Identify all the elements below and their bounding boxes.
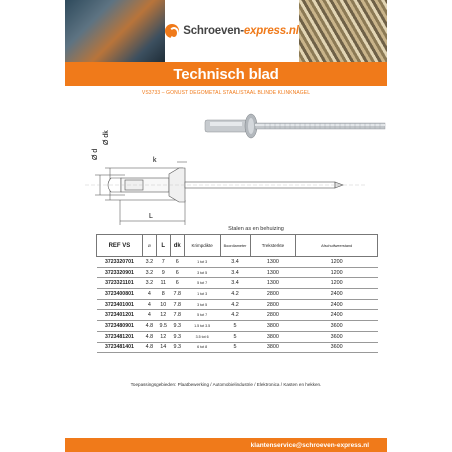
cell-grip: 3 tot 5 <box>184 267 220 278</box>
product-subtitle: VS3733 – GONUST DEGOMETAL STAAL/STAAL BLINDE KLINKNAGEL <box>141 90 311 96</box>
table-row <box>97 321 378 332</box>
applications-text: Toepassingsgebieden: Plaatbewerking / Automobielindustrie / Elektronica / Kasten en hekken. <box>130 382 322 387</box>
cell-l: 10 <box>156 299 170 310</box>
brand-name: Schroeven- <box>183 25 244 37</box>
cell-tensile: 2800 <box>250 299 296 310</box>
cell-shear: 2400 <box>296 310 378 321</box>
cell-shear: 3600 <box>296 321 378 332</box>
cell-l: 12 <box>156 310 170 321</box>
table-row <box>97 289 378 300</box>
cell-dk: 6 <box>170 278 184 289</box>
brand-logo-area <box>165 0 299 62</box>
screws-photo <box>299 0 387 62</box>
footer-email-link[interactable]: klantenservice@schroeven-express.nl <box>250 441 369 449</box>
cell-bore: 5 <box>220 321 250 332</box>
cell-l: 14 <box>156 342 170 353</box>
cell-d: 4.8 <box>142 331 156 342</box>
dim-label-l: L <box>149 213 153 220</box>
cell-bore: 5 <box>220 331 250 342</box>
cell-tensile: 3800 <box>250 331 296 342</box>
cell-d: 4 <box>142 299 156 310</box>
col-header-shear: Afschuifweerstand <box>296 235 378 257</box>
cell-l: 12 <box>156 331 170 342</box>
cell-dk: 9.3 <box>170 331 184 342</box>
cell-shear: 1200 <box>296 257 378 268</box>
cell-dk: 6 <box>170 257 184 268</box>
cell-dk: 6 <box>170 267 184 278</box>
dim-label-k: k <box>153 157 157 164</box>
cell-shear: 1200 <box>296 278 378 289</box>
cell-bore: 4.2 <box>220 310 250 321</box>
cell-d: 3.2 <box>142 278 156 289</box>
cell-bore: 4.2 <box>220 289 250 300</box>
cell-tensile: 1300 <box>250 278 296 289</box>
cell-tensile: 3800 <box>250 321 296 332</box>
brand-logo-icon <box>165 24 179 38</box>
cell-grip: 1.5 tot 3.5 <box>184 321 220 332</box>
col-header-tensile: Treksterkte <box>250 235 296 257</box>
brand-accent: express.nl <box>243 25 299 37</box>
header-banner <box>65 0 387 62</box>
cell-tensile: 2800 <box>250 289 296 300</box>
cell-d: 4.8 <box>142 342 156 353</box>
specs-table <box>96 234 378 353</box>
col-header-d: Ø <box>142 235 156 257</box>
table-row <box>97 267 378 278</box>
page-title: Technisch blad <box>173 65 279 83</box>
cell-tensile: 1300 <box>250 267 296 278</box>
table-row <box>97 278 378 289</box>
cell-bore: 3.4 <box>220 267 250 278</box>
rivet-technical-drawing <box>65 100 387 228</box>
cell-grip: 1 tot 3 <box>184 289 220 300</box>
cell-d: 3.2 <box>142 257 156 268</box>
cell-l: 8 <box>156 289 170 300</box>
cell-d: 4 <box>142 310 156 321</box>
rivet-render <box>205 114 385 138</box>
cell-tensile: 3800 <box>250 342 296 353</box>
cell-tensile: 1300 <box>250 257 296 268</box>
cell-dk: 7.8 <box>170 310 184 321</box>
cell-shear: 1200 <box>296 267 378 278</box>
cell-ref: 3723320901 <box>97 267 143 278</box>
col-header-ref: REF VS <box>97 235 143 257</box>
col-header-l: L <box>156 235 170 257</box>
cell-bore: 4.2 <box>220 299 250 310</box>
cell-d: 4 <box>142 289 156 300</box>
cell-ref: 3723320701 <box>97 257 143 268</box>
cell-grip: 3 tot 5 <box>184 299 220 310</box>
cell-ref: 3723480901 <box>97 321 143 332</box>
dim-label-d: Ø d <box>92 148 99 160</box>
cell-l: 9 <box>156 267 170 278</box>
cell-ref: 3723400801 <box>97 289 143 300</box>
cell-shear: 2400 <box>296 289 378 300</box>
cell-grip: 3.5 tot 6 <box>184 331 220 342</box>
col-header-grip: Krimpdikte <box>184 235 220 257</box>
cell-ref: 3723401201 <box>97 310 143 321</box>
footer-bar <box>65 438 387 452</box>
specs-table-body <box>97 257 378 353</box>
cell-shear: 2400 <box>296 299 378 310</box>
cell-l: 7 <box>156 257 170 268</box>
cell-grip: 6 tot 8 <box>184 342 220 353</box>
cell-shear: 3600 <box>296 342 378 353</box>
brand-logo[interactable] <box>165 24 299 38</box>
cell-ref: 3723481201 <box>97 331 143 342</box>
cell-bore: 3.4 <box>220 278 250 289</box>
cell-dk: 9.3 <box>170 342 184 353</box>
table-row <box>97 342 378 353</box>
cell-l: 11 <box>156 278 170 289</box>
col-header-bore: Boordiameter <box>220 235 250 257</box>
cell-dk: 7.8 <box>170 299 184 310</box>
cell-l: 9.5 <box>156 321 170 332</box>
tools-photo <box>65 0 165 62</box>
table-row <box>97 331 378 342</box>
cell-bore: 3.4 <box>220 257 250 268</box>
cell-ref: 3723401001 <box>97 299 143 310</box>
table-row <box>97 310 378 321</box>
cell-dk: 7.8 <box>170 289 184 300</box>
cell-ref: 3723481401 <box>97 342 143 353</box>
dim-label-dk: Ø dk <box>103 130 110 145</box>
cell-tensile: 2800 <box>250 310 296 321</box>
cell-bore: 5 <box>220 342 250 353</box>
cell-shear: 3600 <box>296 331 378 342</box>
cell-dk: 9.3 <box>170 321 184 332</box>
table-caption: Stalen as en behuizing <box>228 226 284 232</box>
table-row <box>97 299 378 310</box>
table-row <box>97 257 378 268</box>
table-header-row <box>97 235 378 257</box>
cell-ref: 3723321101 <box>97 278 143 289</box>
col-header-dk: dk <box>170 235 184 257</box>
cell-grip: 5 tot 7 <box>184 310 220 321</box>
cell-d: 3.2 <box>142 267 156 278</box>
cell-grip: 1 tot 3 <box>184 257 220 268</box>
cell-d: 4.8 <box>142 321 156 332</box>
cell-grip: 5 tot 7 <box>184 278 220 289</box>
title-bar <box>65 62 387 86</box>
